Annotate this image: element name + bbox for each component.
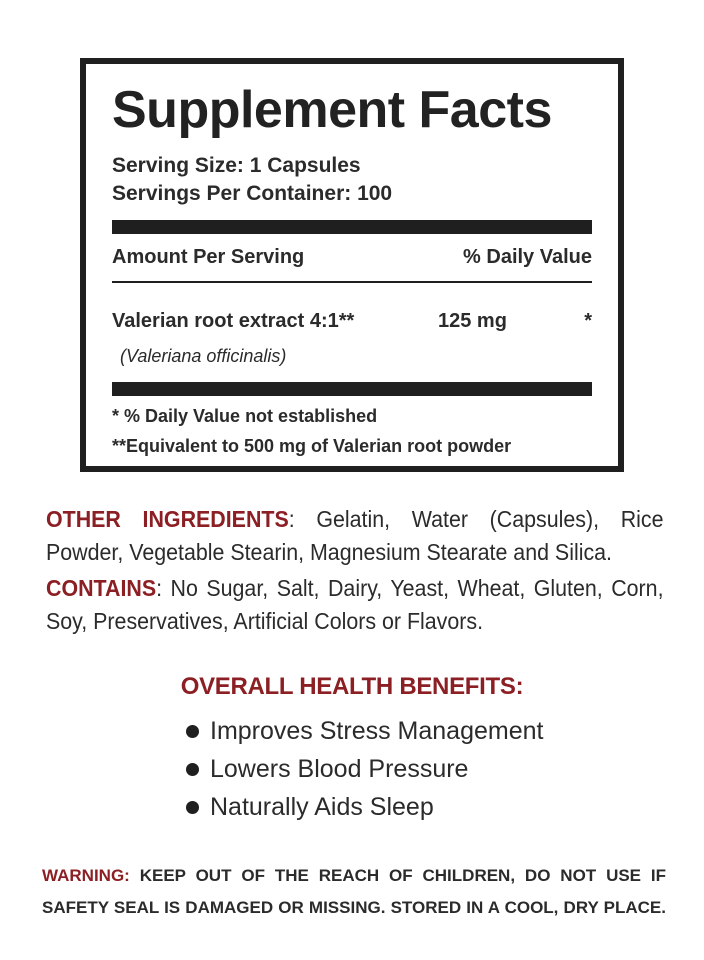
benefits-title: OVERALL HEALTH BENEFITS: (180, 673, 524, 700)
bullet-icon (186, 725, 199, 738)
ingredient-latin-name: (Valeriana officinalis) (120, 346, 287, 366)
benefit-text: Lowers Blood Pressure (210, 754, 469, 783)
list-item (186, 788, 543, 826)
warning-line-2: SAFETY SEAL IS DAMAGED OR MISSING. STORED IN A COOL, DRY PLACE. (42, 898, 666, 917)
amount-per-serving-header: Amount Per Serving (112, 246, 305, 268)
bullet-icon (186, 801, 199, 814)
supplement-facts-panel (80, 58, 624, 472)
contains-text: : No Sugar, Salt, Dairy, Yeast, Wheat, Gluten, Corn, Soy, Preservatives, Artificial Colors or Flavors. (46, 575, 664, 634)
ingredient-daily-value: * (584, 310, 592, 332)
contains (46, 572, 664, 638)
footnote-equivalent: **Equivalent to 500 mg of Valerian root powder (112, 436, 512, 456)
benefit-text: Naturally Aids Sleep (210, 792, 434, 821)
list-item (186, 712, 543, 750)
ingredient-amount: 125 mg (438, 310, 507, 332)
warning-line-1 (42, 860, 666, 892)
footnote-daily-value: * % Daily Value not established (112, 406, 378, 426)
warning-label: WARNING: (42, 866, 130, 885)
facts-title: Supplement Facts (112, 81, 552, 139)
other-ingredients-text: : Gelatin, Water (Capsules), Rice Powder, Vegetable Stearin, Magnesium Stearate and Silica. (46, 506, 664, 565)
servings-per-container: Servings Per Container: 100 (112, 182, 393, 205)
divider-thick-bottom (112, 382, 592, 396)
divider-thick-top (112, 220, 592, 234)
daily-value-header: % Daily Value (463, 246, 592, 268)
benefit-text: Improves Stress Management (210, 716, 544, 745)
bullet-icon (186, 763, 199, 776)
contains-label: CONTAINS (46, 575, 157, 601)
list-item (186, 750, 543, 788)
ingredient-name: Valerian root extract 4:1** (112, 310, 355, 332)
benefits-list (186, 712, 543, 826)
other-ingredients-label: OTHER INGREDIENTS (46, 506, 289, 532)
facts-header-row (112, 246, 592, 269)
warning-text-1: KEEP OUT OF THE REACH OF CHILDREN, DO NOT USE IF (139, 866, 667, 885)
divider-thin (112, 281, 592, 283)
serving-size: Serving Size: 1 Capsules (112, 154, 361, 177)
other-ingredients (46, 503, 664, 569)
warning-notice (42, 860, 666, 924)
